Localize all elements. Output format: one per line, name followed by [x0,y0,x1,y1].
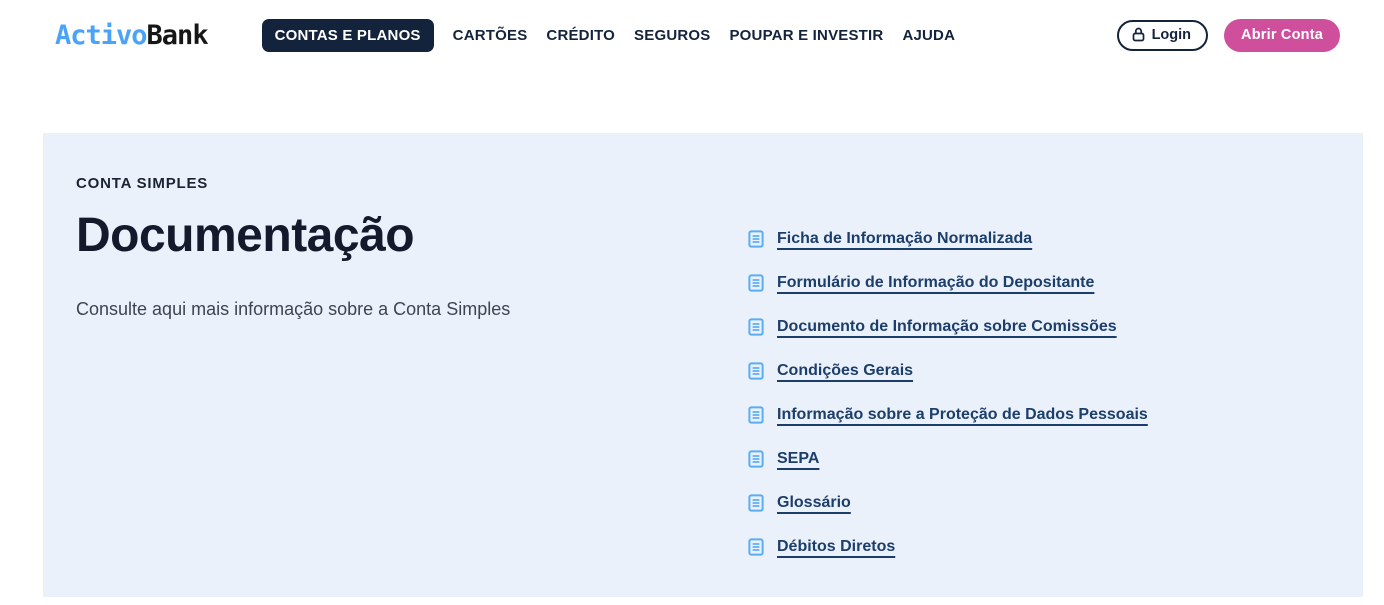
logo-activo: Activo [55,19,147,51]
document-icon [748,538,764,556]
logo-bank: Bank [146,19,208,51]
doc-link-condicoes-gerais[interactable]: Condições Gerais [777,362,914,379]
nav-item-contas-e-planos[interactable]: CONTAS E PLANOS [262,19,434,52]
document-icon [748,494,764,512]
doc-link-formulario-informacao-depositante[interactable]: Formulário de Informação do Depositante [777,274,1095,291]
document-links-list [748,133,1148,597]
documentation-panel [43,133,1363,597]
page-title: Documentação [76,209,415,262]
list-item [748,405,1148,425]
main-nav [262,19,956,52]
doc-link-glossario[interactable]: Glossário [777,494,851,511]
eyebrow-label: CONTA SIMPLES [76,175,209,192]
activobank-logo[interactable] [55,20,208,51]
header-actions [1117,19,1340,52]
top-navigation-bar [0,0,1384,70]
nav-item-credito[interactable]: CRÉDITO [546,26,616,44]
list-item [748,449,1148,469]
doc-link-protecao-dados-pessoais[interactable]: Informação sobre a Proteção de Dados Pessoais [777,406,1148,423]
lock-icon [1132,27,1145,42]
document-icon [748,318,764,336]
list-item [748,537,1148,557]
list-item [748,493,1148,513]
document-icon [748,450,764,468]
nav-item-poupar-e-investir[interactable]: POUPAR E INVESTIR [729,26,884,44]
list-item [748,317,1148,337]
doc-link-ficha-informacao-normalizada[interactable]: Ficha de Informação Normalizada [777,230,1033,247]
list-item [748,273,1148,293]
document-icon [748,406,764,424]
page-subtitle: Consulte aqui mais informação sobre a Conta Simples [76,299,511,319]
list-item [748,229,1148,249]
login-label: Login [1151,26,1192,43]
login-button[interactable] [1117,20,1208,51]
hero-text-block [43,133,748,597]
document-icon [748,274,764,292]
doc-link-sepa[interactable]: SEPA [777,450,820,467]
open-account-button[interactable]: Abrir Conta [1224,19,1340,52]
document-icon [748,230,764,248]
nav-item-cartoes[interactable]: CARTÕES [452,26,528,44]
doc-link-debitos-diretos[interactable]: Débitos Diretos [777,538,896,555]
nav-item-seguros[interactable]: SEGUROS [634,26,711,44]
nav-item-ajuda[interactable]: AJUDA [902,26,956,44]
list-item [748,361,1148,381]
document-icon [748,362,764,380]
doc-link-documento-informacao-comissoes[interactable]: Documento de Informação sobre Comissões [777,318,1117,335]
